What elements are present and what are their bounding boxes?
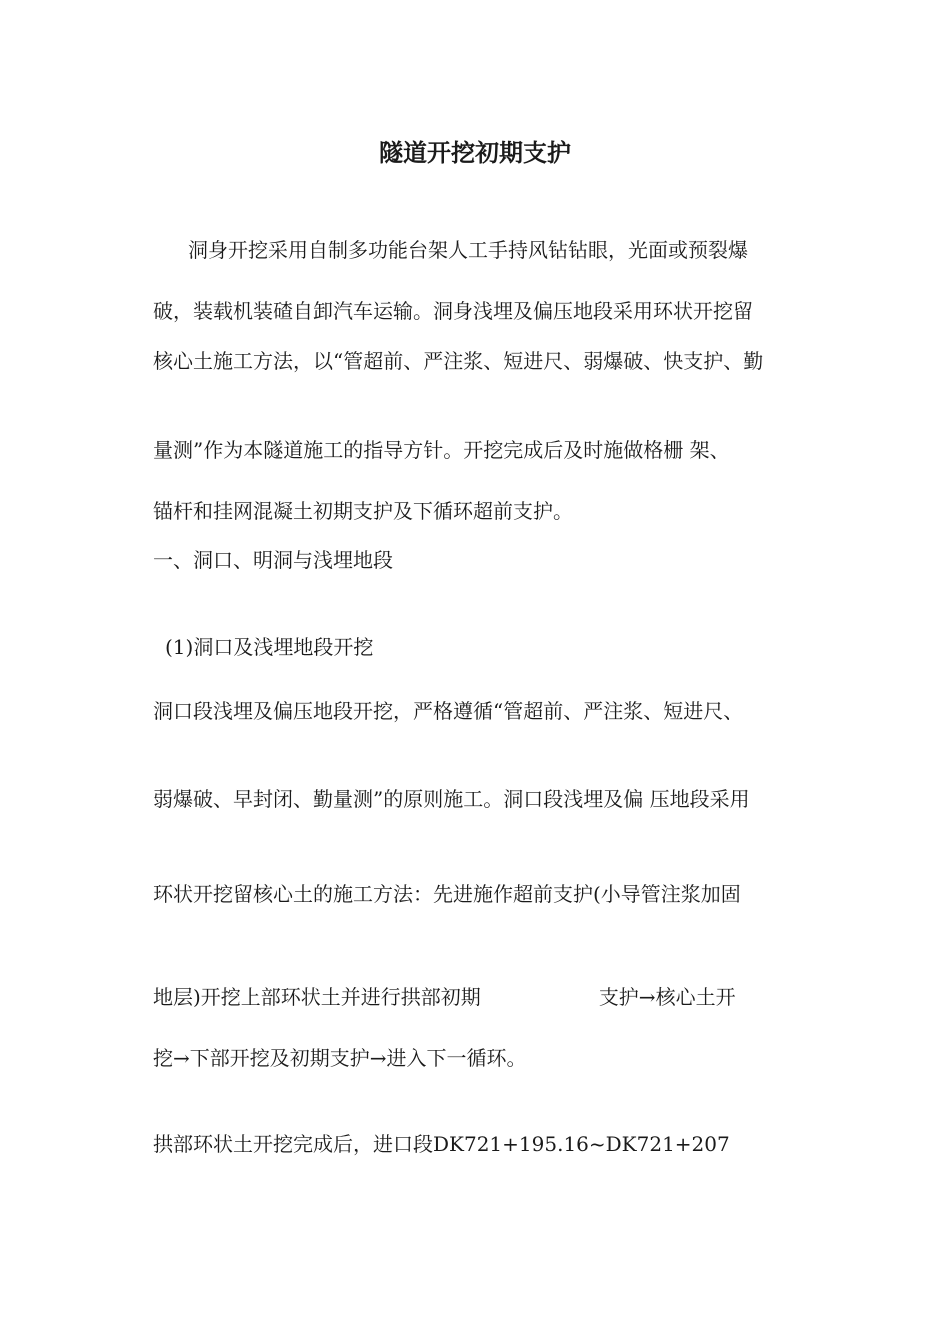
paragraph-line: 破，装载机装碴自卸汽车运输。洞身浅埋及偏压地段采用环状开挖留 [153, 299, 753, 323]
document-title: 隧道开挖初期支护 [379, 138, 571, 167]
paragraph-line: 核心土施工方法，以“管超前、严注浆、短进尺、弱爆破、快支护、勤 [153, 349, 764, 373]
paragraph-line [153, 983, 736, 1011]
paragraph-line: 锚杆和挂网混凝土初期支护及下循环超前支护。 [153, 499, 573, 523]
paragraph-line: 洞身开挖采用自制多功能台架人工手持风钻钻眼，光面或预裂爆 [188, 238, 748, 262]
section-heading: 一、洞口、明洞与浅埋地段 [153, 548, 393, 572]
paragraph-line: 挖→下部开挖及初期支护→进入下一循环。 [153, 1046, 527, 1070]
paragraph-line: 拱部环状土开挖完成后，进口段DK721+195.16~DK721+207 [153, 1132, 730, 1156]
line-segment: 地层)开挖上部环状土并进行拱部初期 [153, 985, 481, 1009]
paragraph-line: 环状开挖留核心土的施工方法：先进施作超前支护(小导管注浆加固 [153, 882, 741, 906]
paragraph-line: 洞口段浅埋及偏压地段开挖，严格遵循“管超前、严注浆、短进尺、 [153, 699, 744, 723]
paragraph-line: 量测”作为本隧道施工的指导方针。开挖完成后及时施做格栅 架、 [153, 438, 730, 462]
subsection-heading: (1)洞口及浅埋地段开挖 [165, 635, 374, 659]
paragraph-line: 弱爆破、早封闭、勤量测”的原则施工。洞口段浅埋及偏 压地段采用 [153, 787, 750, 811]
line-segment: 支护→核心土开 [598, 985, 736, 1009]
